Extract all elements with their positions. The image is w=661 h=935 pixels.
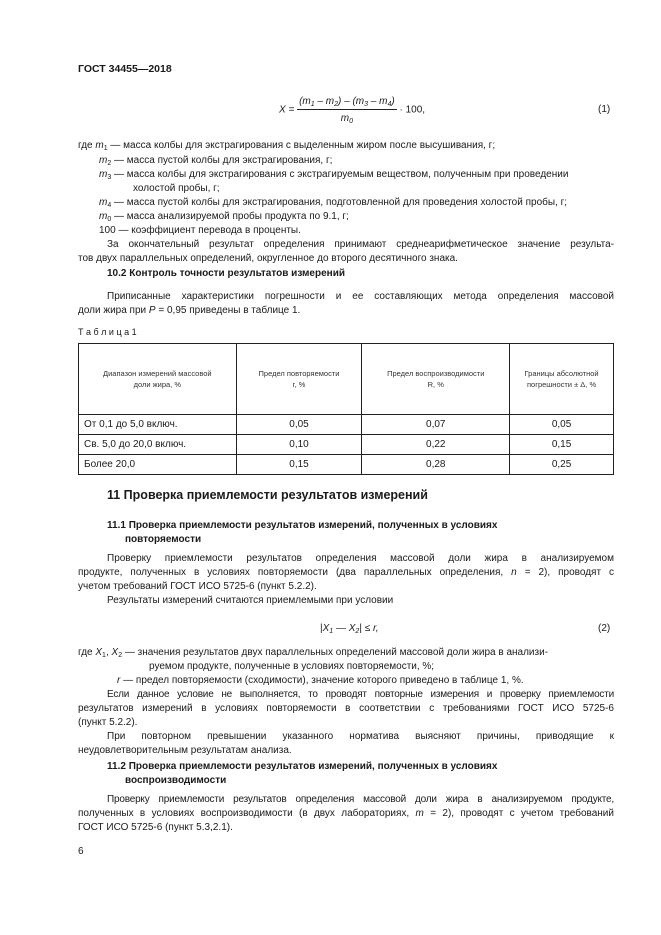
formula-2: $|X_1$ — $X_2| \le r$, — [320, 623, 379, 635]
section-11-2-para-line-3: ГОСТ ИСО 5725-6 (пункт 5.3,2.1). — [78, 822, 233, 833]
table-row — [79, 415, 614, 435]
header-repeatability: Предел повторяемости r, % — [236, 344, 362, 415]
section-11-1-para-2: Результаты измерений считаются приемлемыми при условии — [107, 595, 394, 606]
document-header: ГОСТ 34455—2018 — [78, 63, 172, 75]
final-result-para-line-2: тов двух параллельных определений, округленное до второго десятичного знака. — [78, 253, 458, 264]
table-caption: Т а б л и ц а 1 — [78, 327, 137, 337]
legend-line-1: где $m_1$ — масса колбы для экстрагирования с выделенным жиром после высушивания, г; — [78, 140, 496, 152]
table-cell: Более 20,0 — [79, 455, 237, 475]
table-row — [79, 455, 614, 475]
table-cell: 0,05 — [510, 415, 614, 435]
section-11-2-title-line-2: воспроизводимости — [125, 775, 227, 786]
section-11-1-para-4-line-1: При повторном превышении указанного норматива выясняют причины, приводящие к — [107, 731, 614, 742]
table-cell: 0,07 — [362, 415, 510, 435]
formula-fraction: $\frac{(m_1 - m_2) - (m_3 - m_4)}{m_0}$ — [299, 96, 395, 125]
table-row — [79, 435, 614, 455]
legend-line-2: $m_2$ — масса пустой колбы для экстрагирования, г; — [99, 155, 333, 167]
table-cell: Св. 5,0 до 20,0 включ. — [79, 435, 237, 455]
table-cell: 0,15 — [236, 455, 362, 475]
section-10-2-title: 10.2 Контроль точности результатов измерений — [107, 268, 346, 279]
section-10-2-para-line-2: доли жира при P = 0,95 приведены в таблице 1. — [78, 305, 301, 316]
formula-1 — [279, 94, 425, 126]
table-cell: От 0,1 до 5,0 включ. — [79, 415, 237, 435]
legend-line-7: 100 — коэффициент перевода в проценты. — [99, 225, 301, 236]
table-cell: 0,22 — [362, 435, 510, 455]
formula-2-number: (2) — [598, 623, 611, 634]
section-11-1-para-1-line-1: Проверку приемлемости результатов определения массовой доли жира в анализируемом — [107, 553, 614, 564]
legend-line-5: $m_4$ — масса пустой колбы для экстрагирования, подготовленной для проведения холостой пробы, г; — [99, 197, 568, 209]
formula-1-number: (1) — [598, 104, 611, 115]
page-number: 6 — [78, 846, 84, 857]
table-cell: 0,05 — [236, 415, 362, 435]
section-10-2-para-line-1: Приписанные характеристики погрешности и ее составляющих метода определения массовой — [107, 291, 614, 302]
section-11-1-para-3-line-3: (пункт 5.2.2). — [78, 717, 138, 728]
section-11-2-para-line-2: полученных в условиях воспроизводимости (в двух лабораториях, m = 2), проводят с учетом требований — [78, 808, 614, 819]
table-cell: 0,10 — [236, 435, 362, 455]
legend-line-6: $m_0$ — масса анализируемой пробы продукта по 9.1, г; — [99, 211, 349, 223]
section-11-1-para-3-line-1: Если данное условие не выполняется, то проводят повторные измерения и проверку приемлемости — [107, 689, 614, 700]
header-range: Диапазон измерений массовой доли жира, % — [79, 344, 237, 415]
section-11-title: 11 Проверка приемлемости результатов измерений — [107, 488, 428, 502]
section-11-1-title-line-2: повторяемости — [125, 534, 202, 545]
formula-lhs: X = — [279, 104, 295, 116]
header-reproducibility: Предел воспроизводимости R, % — [362, 344, 510, 415]
table-cell: 0,15 — [510, 435, 614, 455]
section-11-1-para-1-line-3: учетом требований ГОСТ ИСО 5725-6 (пункт 5.2.2). — [78, 581, 317, 592]
section-11-2-title-line-1: 11.2 Проверка приемлемости результатов измерений, полученных в условиях — [107, 761, 498, 772]
legend-2-line-3: r — предел повторяемости (сходимости), значение которого приведено в таблице 1, %. — [117, 675, 524, 686]
section-11-1-para-3-line-2: результатов измерений в условиях повторяемости в соответствии с требованиями ГОСТ ИСО 5725-6 — [78, 703, 614, 714]
section-11-2-para-line-1: Проверку приемлемости результатов определения массовой доли жира в анализируемом продукте, — [107, 794, 614, 805]
table-header-row — [79, 344, 614, 415]
legend-2-line-2: руемом продукте, полученные в условиях повторяемости, %; — [149, 661, 435, 672]
section-11-1-title-line-1: 11.1 Проверка приемлемости результатов измерений, полученных в условиях — [107, 520, 498, 531]
section-11-1-para-4-line-2: неудовлетворительным результатам анализа. — [78, 745, 292, 756]
table-cell: 0,28 — [362, 455, 510, 475]
table-cell: 0,25 — [510, 455, 614, 475]
header-error-bounds: Границы абсолютной погрешности ± Δ, % — [510, 344, 614, 415]
legend-line-4: холостой пробы, г; — [133, 183, 220, 194]
legend-line-3: $m_3$ — масса колбы для экстрагирования с экстрагируемым веществом, полученным при проведении — [99, 169, 569, 181]
final-result-para-line-1: За окончательный результат определения принимают среднеарифметическое значение результа- — [107, 239, 614, 250]
legend-2-line-1: где $X_1$, $X_2$ — значения результатов двух параллельных определений массовой доли жира в анализи- — [78, 647, 549, 659]
formula-tail: · 100, — [399, 104, 426, 116]
table-1 — [78, 343, 614, 475]
section-11-1-para-1-line-2: продукте, полученных в условиях повторяемости (два параллельных определения, n = 2), проводят с — [78, 567, 614, 578]
